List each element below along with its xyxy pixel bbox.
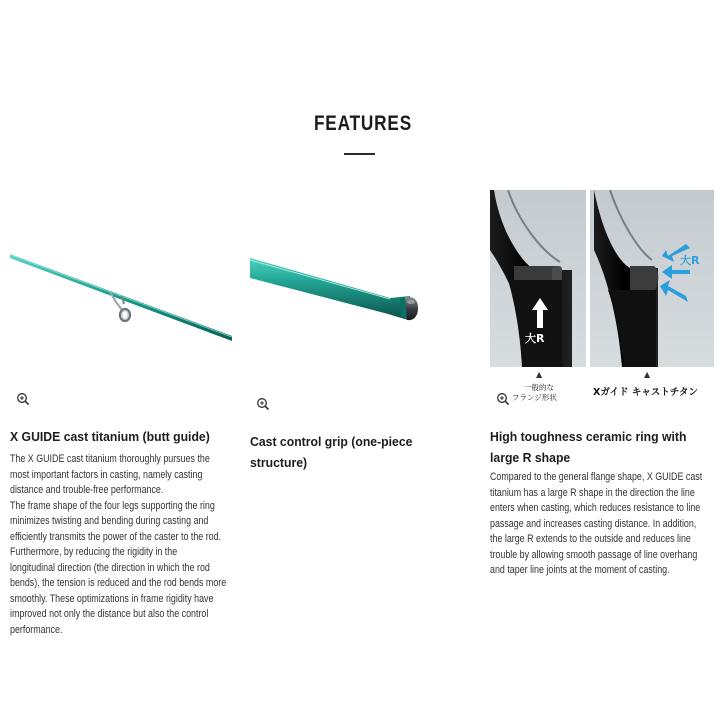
feature-title-line: structure) xyxy=(250,455,308,470)
zoom-in-icon[interactable] xyxy=(256,397,270,411)
caption-marker: ▲ xyxy=(644,370,651,379)
description-line: improved not only the distance but also the control xyxy=(10,608,209,620)
feature-title-line: large R shape xyxy=(490,450,571,465)
description-line: most important factors in casting, namely casting xyxy=(10,468,203,481)
ring-shape-comparison-image[interactable] xyxy=(490,190,714,370)
description-line: titanium has a large R shape in the direction the line xyxy=(490,486,695,499)
description-line: The X GUIDE cast titanium thoroughly pursues the xyxy=(10,453,210,465)
description-line: and taper line joints at the moment of casting. xyxy=(490,564,670,576)
zoom-in-icon[interactable] xyxy=(16,392,30,406)
rod-butt-guide-image[interactable] xyxy=(10,190,232,370)
page-title: FEATURES xyxy=(313,112,413,135)
feature-description xyxy=(10,452,226,638)
feature-title xyxy=(490,426,686,468)
feature-title xyxy=(250,431,412,473)
cast-control-grip-image[interactable] xyxy=(250,190,472,370)
description-line: efficiently transmits the power of the caster to the rod. xyxy=(10,530,222,543)
description-line: the large R extends to the outside and reduces line xyxy=(490,533,691,545)
description-line: longitudinal direction (the direction in which the rod xyxy=(10,561,210,574)
feature-title-line: X GUIDE cast titanium (butt guide) xyxy=(10,429,210,444)
right-caption: Xガイド キャストチタン xyxy=(593,387,698,398)
description-line: enters when casting, which reduces resistance to line xyxy=(490,502,701,514)
caption-marker: ▲ xyxy=(536,370,543,379)
left-arrow-label: 大R xyxy=(525,332,545,345)
feature-description xyxy=(490,470,702,579)
description-line: passage and increases casting distance. In addition, xyxy=(490,517,697,530)
description-line: The frame shape of the four legs supporting the ring xyxy=(10,499,215,512)
title-underline xyxy=(344,153,375,155)
description-line: performance. xyxy=(10,623,63,636)
description-line: bends), the tension is reduced and the rod bends more xyxy=(10,577,227,589)
left-caption-line2: フランジ形状 xyxy=(512,393,557,402)
description-line: distance and trouble-free performance. xyxy=(10,484,164,496)
feature-title-line: High toughness ceramic ring with xyxy=(490,429,687,444)
left-caption-line1: 一般的な xyxy=(524,383,554,392)
right-arrow-label: 大R xyxy=(680,254,700,267)
description-line: trouble by allowing smooth passage of line overhang xyxy=(490,548,698,561)
zoom-in-icon[interactable] xyxy=(496,392,510,406)
description-line: smoothly. These optimizations in frame rigidity have xyxy=(10,592,214,605)
description-line: Compared to the general flange shape, X GUIDE cast xyxy=(490,471,703,483)
feature-title xyxy=(10,426,210,447)
description-line: minimizes twisting and bending during casting and xyxy=(10,515,209,527)
description-line: Furthermore, by reducing the rigidity in the xyxy=(10,546,178,558)
feature-title-line: Cast control grip (one-piece xyxy=(250,434,413,449)
